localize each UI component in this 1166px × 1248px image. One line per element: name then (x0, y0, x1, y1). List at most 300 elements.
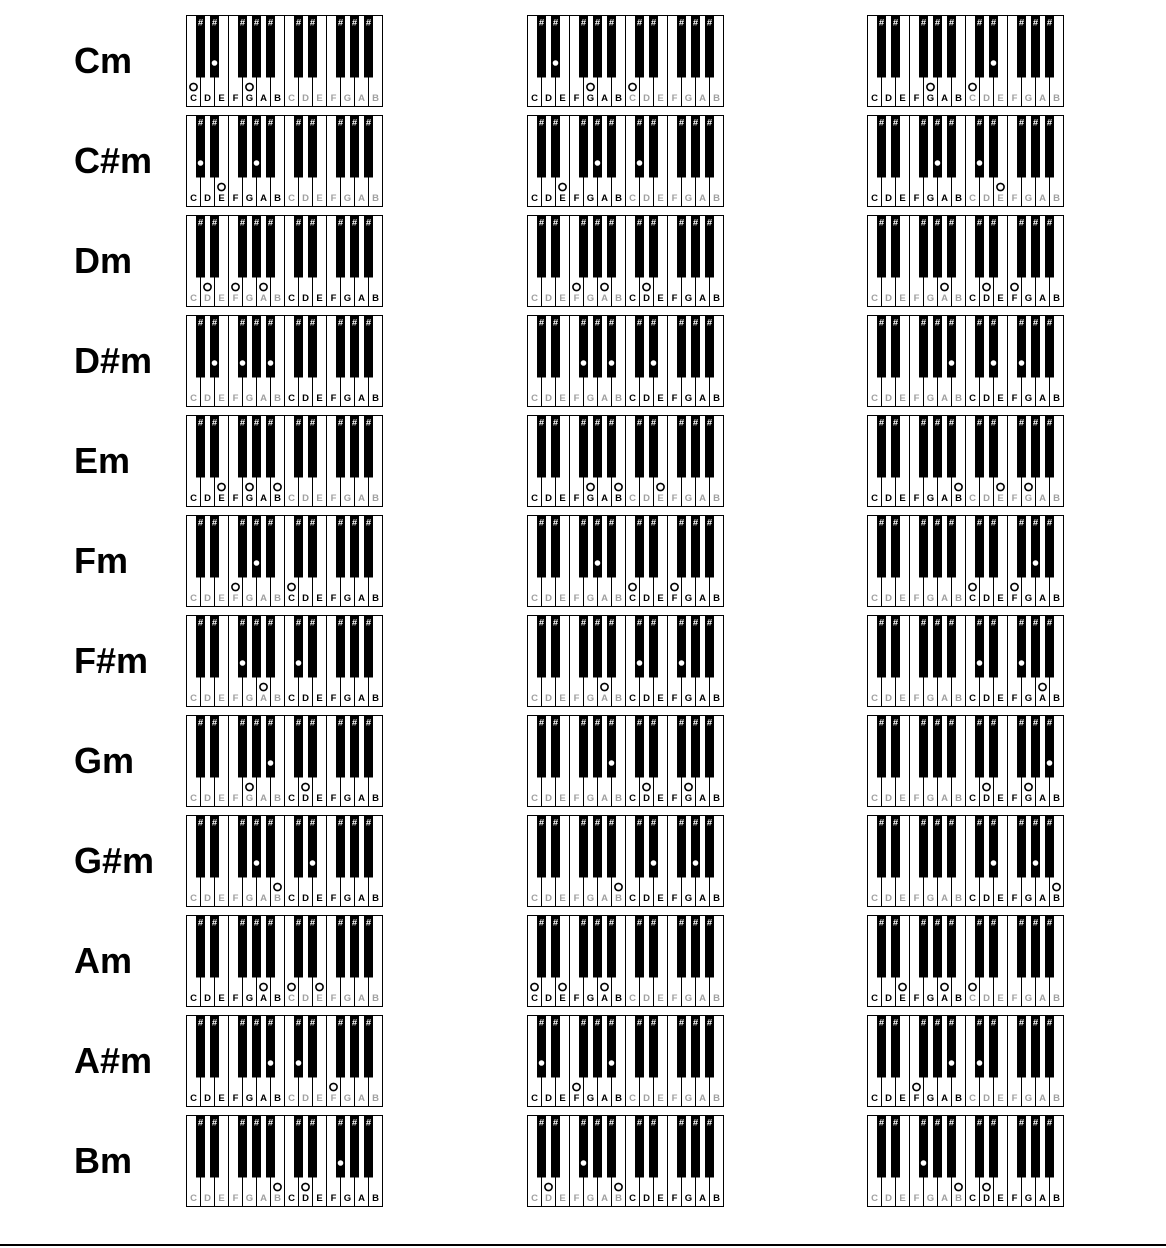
key-letter-label: F (1011, 893, 1018, 904)
key-letter-label: G (586, 693, 595, 704)
key-letter-label: A (699, 1093, 706, 1104)
key-letter-label: F (232, 693, 239, 704)
note-marker (260, 983, 267, 990)
key-letter-label: G (586, 93, 595, 104)
chord-name: Gm (74, 740, 135, 781)
key-letter-label: D (643, 993, 650, 1004)
note-marker (941, 983, 948, 990)
note-marker (267, 1059, 274, 1066)
sharp-sign: # (295, 317, 302, 329)
sharp-sign: # (594, 717, 601, 729)
sharp-sign: # (1032, 917, 1039, 929)
chord-name: C#m (74, 140, 153, 181)
sharp-sign: # (580, 617, 587, 629)
key-letter-label: A (260, 493, 267, 504)
key-letter-label: F (1011, 293, 1018, 304)
key-letter-label: C (629, 693, 636, 704)
key-letter-label: B (713, 93, 720, 104)
sharp-sign: # (267, 1017, 274, 1029)
sharp-sign: # (692, 317, 699, 329)
note-marker (267, 359, 274, 366)
key-letter-label: C (190, 93, 197, 104)
sharp-sign: # (580, 1117, 587, 1129)
key-letter-label: E (899, 293, 906, 304)
keyboard-diagram (185, 315, 386, 407)
keyboard-diagram (866, 415, 1067, 507)
note-marker (246, 83, 253, 90)
key-letter-label: C (629, 93, 636, 104)
key-letter-label: B (615, 793, 622, 804)
key-letter-label: D (983, 193, 990, 204)
sharp-sign: # (538, 317, 545, 329)
sharp-sign: # (580, 417, 587, 429)
sharp-sign: # (678, 17, 685, 29)
key-letter-label: B (274, 593, 281, 604)
sharp-sign: # (239, 17, 246, 29)
key-letter-label: D (204, 993, 211, 1004)
note-marker (1018, 359, 1025, 366)
key-letter-label: D (302, 693, 309, 704)
key-letter-label: C (629, 493, 636, 504)
key-letter-label: B (274, 893, 281, 904)
key-letter-label: A (601, 1093, 608, 1104)
note-marker (955, 1183, 962, 1190)
key-letter-label: A (1039, 593, 1046, 604)
note-marker (983, 1183, 990, 1190)
key-letter-label: D (643, 1193, 650, 1204)
sharp-sign: # (1046, 1017, 1053, 1029)
sharp-sign: # (552, 717, 559, 729)
sharp-sign: # (976, 1117, 983, 1129)
key-letter-label: E (657, 93, 664, 104)
key-letter-label: A (699, 193, 706, 204)
keyboard-diagram (526, 215, 727, 307)
key-letter-label: D (545, 93, 552, 104)
key-letter-label: G (926, 93, 935, 104)
sharp-sign: # (706, 317, 713, 329)
sharp-sign: # (692, 117, 699, 129)
key-letter-label: B (274, 793, 281, 804)
key-letter-label: A (1039, 893, 1046, 904)
key-letter-label: B (955, 1193, 962, 1204)
key-letter-label: A (941, 193, 948, 204)
sharp-sign: # (211, 217, 218, 229)
key-letter-label: G (684, 593, 693, 604)
key-letter-label: E (218, 993, 225, 1004)
key-letter-label: A (1039, 293, 1046, 304)
key-letter-label: D (204, 193, 211, 204)
sharp-sign: # (948, 917, 955, 929)
key-letter-label: A (358, 293, 365, 304)
note-marker (559, 183, 566, 190)
sharp-sign: # (678, 317, 685, 329)
keyboard-diagram (526, 315, 727, 407)
key-letter-label: B (615, 1193, 622, 1204)
sharp-sign: # (197, 817, 204, 829)
sharp-sign: # (934, 1117, 941, 1129)
sharp-sign: # (594, 1017, 601, 1029)
key-letter-label: E (559, 1193, 566, 1204)
sharp-sign: # (580, 517, 587, 529)
key-letter-label: E (559, 493, 566, 504)
key-letter-label: B (713, 793, 720, 804)
key-letter-label: D (204, 93, 211, 104)
key-letter-label: D (302, 393, 309, 404)
key-letter-label: C (190, 393, 197, 404)
key-letter-label: B (713, 293, 720, 304)
sharp-sign: # (650, 17, 657, 29)
key-letter-label: C (629, 1193, 636, 1204)
sharp-sign: # (990, 917, 997, 929)
key-letter-label: E (997, 493, 1004, 504)
key-letter-label: E (316, 593, 323, 604)
sharp-sign: # (976, 617, 983, 629)
sharp-sign: # (1032, 217, 1039, 229)
sharp-sign: # (636, 617, 643, 629)
sharp-sign: # (678, 117, 685, 129)
note-marker (983, 783, 990, 790)
key-letter-label: G (684, 193, 693, 204)
key-letter-label: E (218, 693, 225, 704)
sharp-sign: # (365, 117, 372, 129)
key-letter-label: F (330, 393, 337, 404)
sharp-sign: # (636, 217, 643, 229)
sharp-sign: # (1046, 517, 1053, 529)
sharp-sign: # (678, 417, 685, 429)
sharp-sign: # (892, 917, 899, 929)
key-letter-label: F (671, 793, 678, 804)
keyboard-diagram (185, 915, 386, 1007)
key-letter-label: D (885, 93, 892, 104)
sharp-sign: # (692, 1017, 699, 1029)
key-letter-label: F (232, 493, 239, 504)
key-letter-label: A (699, 1193, 706, 1204)
key-letter-label: G (245, 193, 254, 204)
key-letter-label: A (260, 593, 267, 604)
key-letter-label: F (671, 93, 678, 104)
sharp-sign: # (692, 717, 699, 729)
key-letter-label: B (955, 1093, 962, 1104)
sharp-sign: # (878, 1017, 885, 1029)
note-marker (260, 683, 267, 690)
key-letter-label: A (699, 393, 706, 404)
sharp-sign: # (309, 117, 316, 129)
sharp-sign: # (309, 1117, 316, 1129)
sharp-sign: # (1032, 717, 1039, 729)
sharp-sign: # (878, 17, 885, 29)
sharp-sign: # (538, 817, 545, 829)
keyboard-diagram (185, 415, 386, 507)
key-letter-label: A (260, 393, 267, 404)
key-letter-label: E (899, 493, 906, 504)
key-letter-label: F (1011, 1193, 1018, 1204)
note-marker (976, 159, 983, 166)
key-letter-label: C (531, 993, 538, 1004)
sharp-sign: # (197, 1017, 204, 1029)
note-marker (692, 859, 699, 866)
sharp-sign: # (552, 17, 559, 29)
key-letter-label: B (1053, 493, 1060, 504)
key-letter-label: E (997, 393, 1004, 404)
key-letter-label: F (913, 693, 920, 704)
key-letter-label: E (657, 1193, 664, 1204)
sharp-sign: # (976, 317, 983, 329)
sharp-sign: # (1018, 217, 1025, 229)
sharp-sign: # (538, 1017, 545, 1029)
sharp-sign: # (365, 17, 372, 29)
note-marker (1018, 659, 1025, 666)
note-marker (608, 759, 615, 766)
sharp-sign: # (636, 17, 643, 29)
key-letter-label: A (699, 693, 706, 704)
sharp-sign: # (295, 417, 302, 429)
sharp-sign: # (892, 617, 899, 629)
key-letter-label: D (302, 293, 309, 304)
key-letter-label: C (629, 793, 636, 804)
key-letter-label: B (372, 393, 379, 404)
sharp-sign: # (267, 817, 274, 829)
key-letter-label: D (204, 1193, 211, 1204)
sharp-sign: # (678, 717, 685, 729)
key-letter-label: B (372, 1193, 379, 1204)
key-letter-label: G (343, 893, 352, 904)
sharp-sign: # (920, 317, 927, 329)
key-letter-label: B (274, 1093, 281, 1104)
sharp-sign: # (948, 17, 955, 29)
keyboard-diagram (866, 315, 1067, 407)
key-letter-label: C (969, 593, 976, 604)
sharp-sign: # (920, 417, 927, 429)
key-letter-label: D (643, 793, 650, 804)
sharp-sign: # (538, 917, 545, 929)
note-marker (1053, 883, 1060, 890)
note-marker (309, 859, 316, 866)
sharp-sign: # (351, 617, 358, 629)
key-letter-label: F (913, 93, 920, 104)
key-letter-label: G (343, 593, 352, 604)
key-letter-label: G (343, 1093, 352, 1104)
key-letter-label: B (1053, 293, 1060, 304)
keyboard-diagram (866, 515, 1067, 607)
key-letter-label: D (204, 293, 211, 304)
note-marker (288, 983, 295, 990)
key-letter-label: C (969, 993, 976, 1004)
key-letter-label: E (559, 793, 566, 804)
keyboard-diagram (185, 15, 386, 107)
key-letter-label: C (190, 993, 197, 1004)
key-letter-label: E (899, 193, 906, 204)
sharp-sign: # (295, 1017, 302, 1029)
sharp-sign: # (351, 517, 358, 529)
key-letter-label: C (190, 493, 197, 504)
sharp-sign: # (253, 717, 260, 729)
sharp-sign: # (309, 617, 316, 629)
key-letter-label: F (671, 893, 678, 904)
note-marker (608, 359, 615, 366)
key-letter-label: C (531, 693, 538, 704)
sharp-sign: # (1018, 117, 1025, 129)
key-letter-label: F (913, 593, 920, 604)
key-letter-label: B (1053, 193, 1060, 204)
key-letter-label: B (955, 993, 962, 1004)
sharp-sign: # (351, 717, 358, 729)
key-letter-label: F (1011, 993, 1018, 1004)
sharp-sign: # (920, 717, 927, 729)
key-letter-label: E (316, 1193, 323, 1204)
sharp-sign: # (692, 917, 699, 929)
sharp-sign: # (1032, 817, 1039, 829)
sharp-sign: # (636, 117, 643, 129)
key-letter-label: D (885, 693, 892, 704)
sharp-sign: # (678, 217, 685, 229)
key-letter-label: D (643, 193, 650, 204)
sharp-sign: # (878, 717, 885, 729)
key-letter-label: D (983, 493, 990, 504)
key-letter-label: B (955, 793, 962, 804)
sharp-sign: # (706, 17, 713, 29)
key-letter-label: C (871, 193, 878, 204)
sharp-sign: # (934, 617, 941, 629)
sharp-sign: # (920, 1017, 927, 1029)
sharp-sign: # (706, 1117, 713, 1129)
key-letter-label: G (586, 993, 595, 1004)
key-letter-label: A (260, 993, 267, 1004)
key-letter-label: E (559, 93, 566, 104)
chord-name: Am (74, 940, 133, 981)
key-letter-label: E (316, 793, 323, 804)
sharp-sign: # (197, 1117, 204, 1129)
key-letter-label: E (316, 393, 323, 404)
key-letter-label: D (204, 693, 211, 704)
sharp-sign: # (706, 117, 713, 129)
key-letter-label: E (997, 793, 1004, 804)
sharp-sign: # (1018, 817, 1025, 829)
sharp-sign: # (948, 517, 955, 529)
key-letter-label: F (232, 393, 239, 404)
sharp-sign: # (309, 1017, 316, 1029)
chord-name: A#m (74, 1040, 153, 1081)
sharp-sign: # (934, 917, 941, 929)
note-marker (1025, 483, 1032, 490)
key-letter-label: A (1039, 1093, 1046, 1104)
key-letter-label: A (358, 993, 365, 1004)
key-letter-label: B (372, 193, 379, 204)
key-letter-label: G (1024, 93, 1033, 104)
key-letter-label: C (288, 293, 295, 304)
sharp-sign: # (990, 817, 997, 829)
key-letter-label: E (559, 193, 566, 204)
sharp-sign: # (552, 1117, 559, 1129)
key-letter-label: E (559, 593, 566, 604)
key-letter-label: D (885, 593, 892, 604)
key-letter-label: G (245, 793, 254, 804)
key-letter-label: A (601, 493, 608, 504)
keyboard-diagram (866, 1015, 1067, 1107)
key-letter-label: F (573, 593, 580, 604)
sharp-sign: # (253, 917, 260, 929)
key-letter-label: F (913, 793, 920, 804)
note-marker (246, 483, 253, 490)
sharp-sign: # (337, 417, 344, 429)
sharp-sign: # (650, 217, 657, 229)
sharp-sign: # (365, 417, 372, 429)
key-letter-label: B (713, 193, 720, 204)
sharp-sign: # (309, 17, 316, 29)
key-letter-label: A (358, 193, 365, 204)
key-letter-label: A (358, 493, 365, 504)
sharp-sign: # (253, 1017, 260, 1029)
sharp-sign: # (1032, 117, 1039, 129)
key-letter-label: G (1024, 193, 1033, 204)
key-letter-label: G (343, 793, 352, 804)
sharp-sign: # (197, 517, 204, 529)
key-letter-label: G (1024, 1193, 1033, 1204)
sharp-sign: # (706, 417, 713, 429)
sharp-sign: # (552, 317, 559, 329)
note-marker (552, 59, 559, 66)
sharp-sign: # (990, 717, 997, 729)
key-letter-label: G (245, 1193, 254, 1204)
sharp-sign: # (608, 217, 615, 229)
key-letter-label: A (601, 93, 608, 104)
key-letter-label: G (586, 1093, 595, 1104)
key-letter-label: F (330, 1193, 337, 1204)
key-letter-label: A (941, 93, 948, 104)
key-letter-label: F (232, 593, 239, 604)
key-letter-label: D (643, 393, 650, 404)
key-letter-label: C (871, 993, 878, 1004)
key-letter-label: B (372, 293, 379, 304)
sharp-sign: # (337, 817, 344, 829)
sharp-sign: # (552, 517, 559, 529)
key-letter-label: A (699, 593, 706, 604)
sharp-sign: # (365, 1017, 372, 1029)
key-letter-label: B (615, 1093, 622, 1104)
sharp-sign: # (253, 317, 260, 329)
key-letter-label: C (190, 1193, 197, 1204)
note-marker (948, 359, 955, 366)
sharp-sign: # (594, 117, 601, 129)
sharp-sign: # (692, 617, 699, 629)
key-letter-label: C (190, 793, 197, 804)
key-letter-label: G (245, 593, 254, 604)
sharp-sign: # (878, 417, 885, 429)
key-letter-label: D (302, 593, 309, 604)
key-letter-label: F (573, 1093, 580, 1104)
sharp-sign: # (351, 217, 358, 229)
sharp-sign: # (211, 1017, 218, 1029)
key-letter-label: C (871, 893, 878, 904)
key-letter-label: G (343, 993, 352, 1004)
sharp-sign: # (337, 317, 344, 329)
sharp-sign: # (934, 217, 941, 229)
key-letter-label: G (1024, 793, 1033, 804)
key-letter-label: F (330, 793, 337, 804)
sharp-sign: # (538, 417, 545, 429)
note-marker (643, 283, 650, 290)
sharp-sign: # (650, 117, 657, 129)
key-letter-label: E (316, 293, 323, 304)
key-letter-label: E (899, 593, 906, 604)
key-letter-label: A (1039, 693, 1046, 704)
sharp-sign: # (351, 817, 358, 829)
key-letter-label: B (274, 193, 281, 204)
sharp-sign: # (976, 917, 983, 929)
sharp-sign: # (580, 217, 587, 229)
sharp-sign: # (948, 617, 955, 629)
note-marker (650, 359, 657, 366)
key-letter-label: D (643, 493, 650, 504)
